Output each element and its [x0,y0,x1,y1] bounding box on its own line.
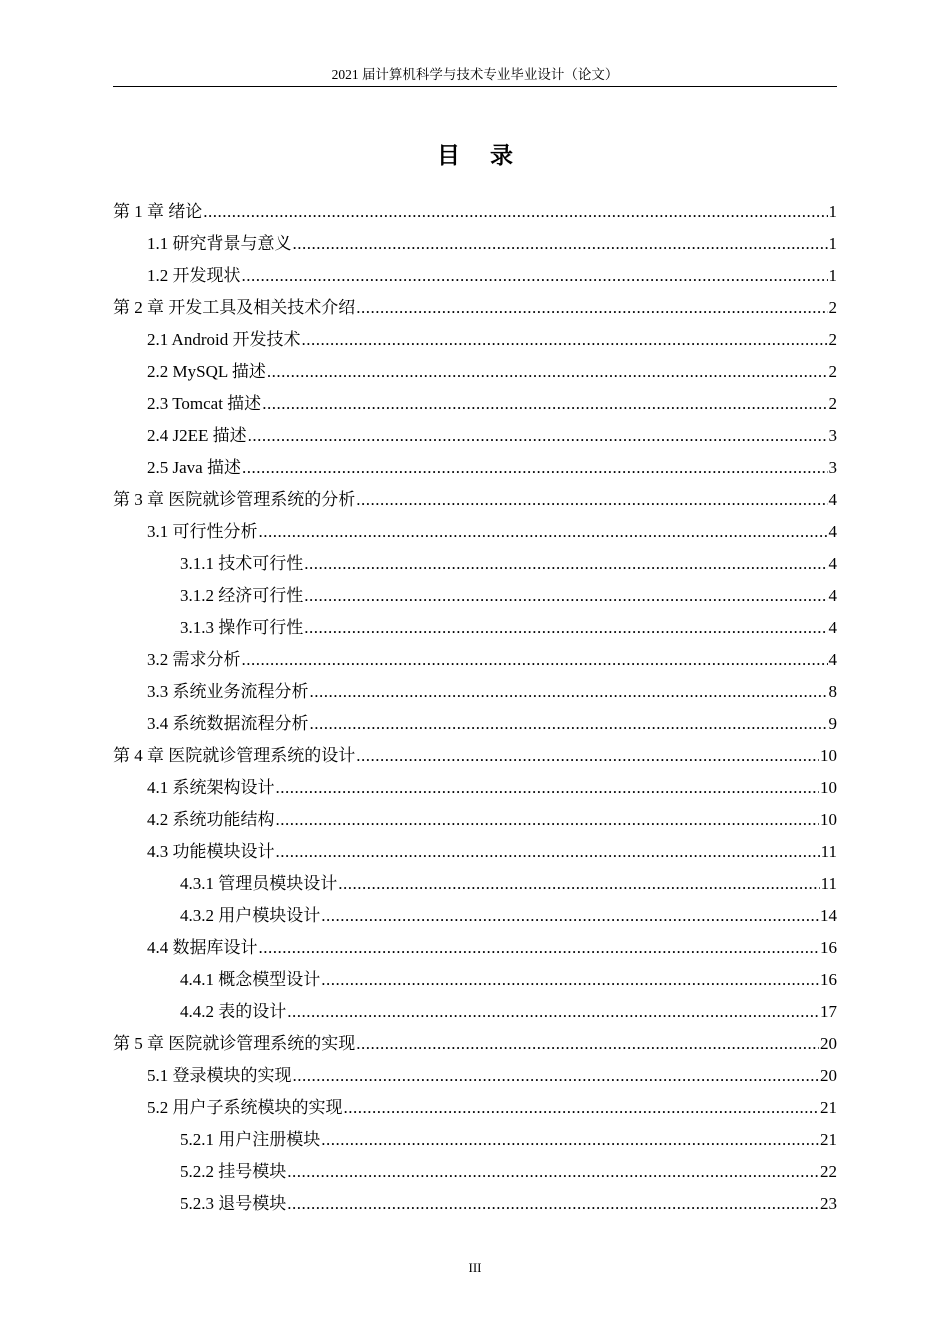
toc-entry[interactable] [113,612,837,644]
toc-entry[interactable] [113,420,837,452]
dot-leader [321,900,819,932]
toc-entry-title: 第 5 章 医院就诊管理系统的实现 [113,1034,356,1053]
toc-entry-title: 4.4.1 概念模型设计 [180,970,321,989]
toc-entry-page: 2 [828,362,837,381]
toc-entry-page: 4 [828,490,837,509]
toc-entry[interactable] [113,1188,837,1220]
toc-entry-title: 5.2 用户子系统模块的实现 [147,1098,343,1117]
toc-entry-page: 11 [820,874,837,893]
toc-entry-title: 2.5 Java 描述 [147,458,241,477]
toc-entry-page: 4 [828,618,837,637]
dot-leader [301,324,827,356]
page-title: 目录 [437,143,543,169]
dot-leader [242,644,828,676]
toc-entry-page: 1 [828,234,837,253]
toc-entry-page: 9 [828,714,837,733]
page-number: III [468,1260,482,1275]
toc-entry-page: 8 [828,682,837,701]
dot-leader [287,1188,819,1220]
toc-entry-page: 17 [820,1002,837,1021]
toc-entry-page: 4 [828,586,837,605]
toc-entry-title: 3.1.1 技术可行性 [180,554,304,573]
dot-leader [310,676,828,708]
toc-entry[interactable] [113,708,837,740]
toc-entry-title: 5.2.1 用户注册模块 [180,1130,321,1149]
toc-entry[interactable] [113,292,837,324]
toc-entry[interactable] [113,772,837,804]
toc-entry-page: 20 [820,1066,837,1085]
dot-leader [293,228,828,260]
dot-leader [310,708,828,740]
toc-entry-title: 5.1 登录模块的实现 [147,1066,292,1085]
toc-entry-page: 16 [820,970,837,989]
dot-leader [321,1124,819,1156]
toc-entry[interactable] [113,356,837,388]
toc-entry-page: 23 [820,1194,837,1213]
dot-leader [242,452,828,484]
toc-entry[interactable] [113,932,837,964]
dot-leader [293,1060,820,1092]
running-header: 2021 届计算机科学与技术专业毕业设计（论文） [331,67,619,82]
dot-leader [356,740,819,772]
toc-entry[interactable] [113,1060,837,1092]
toc-entry-page: 1 [828,266,837,285]
toc-entry-title: 3.1.3 操作可行性 [180,618,304,637]
toc-entry-page: 2 [828,298,837,317]
toc-entry[interactable] [113,644,837,676]
toc-entry[interactable] [113,452,837,484]
toc-entry[interactable] [113,836,837,868]
toc-entry-title: 第 1 章 绪论 [113,202,203,221]
toc-entry-page: 14 [820,906,837,925]
toc-entry-page: 22 [820,1162,837,1181]
toc-entry[interactable] [113,676,837,708]
toc-entry[interactable] [113,900,837,932]
dot-leader [344,1092,820,1124]
toc-entry-title: 2.3 Tomcat 描述 [147,394,262,413]
toc-entry-page: 10 [820,810,837,829]
toc-entry-title: 3.1.2 经济可行性 [180,586,304,605]
dot-leader [304,548,827,580]
toc-entry-title: 4.4 数据库设计 [147,938,258,957]
dot-leader [242,260,828,292]
toc-entry[interactable] [113,580,837,612]
toc-entry-page: 2 [828,330,837,349]
toc-entry[interactable] [113,868,837,900]
toc-entry[interactable] [113,1092,837,1124]
dot-leader [338,868,819,900]
dot-leader [304,580,827,612]
toc-entry-title: 4.3.2 用户模块设计 [180,906,321,925]
toc-entry-title: 4.2 系统功能结构 [147,810,275,829]
dot-leader [304,612,827,644]
toc-entry[interactable] [113,260,837,292]
header-rule [113,86,837,87]
toc-entry[interactable] [113,484,837,516]
dot-leader [321,964,819,996]
toc-entry-page: 3 [828,426,837,445]
toc-entry[interactable] [113,228,837,260]
toc-entry-title: 2.4 J2EE 描述 [147,426,247,445]
toc-entry-title: 5.2.3 退号模块 [180,1194,287,1213]
toc-entry-page: 10 [820,746,837,765]
toc-entry[interactable] [113,740,837,772]
toc-entry-title: 3.4 系统数据流程分析 [147,714,309,733]
toc-entry-title: 2.2 MySQL 描述 [147,362,266,381]
toc-entry-title: 1.1 研究背景与意义 [147,234,292,253]
toc-entry-title: 4.4.2 表的设计 [180,1002,287,1021]
dot-leader [276,836,820,868]
toc-entry-page: 20 [820,1034,837,1053]
dot-leader [276,804,820,836]
toc-entry-page: 21 [820,1098,837,1117]
toc-entry-page: 2 [828,394,837,413]
toc-entry-page: 4 [828,554,837,573]
table-of-contents [113,196,837,1220]
toc-entry[interactable] [113,196,837,228]
dot-leader [287,1156,819,1188]
dot-leader [287,996,819,1028]
toc-entry-page: 4 [828,650,837,669]
toc-entry[interactable] [113,804,837,836]
toc-entry-title: 第 2 章 开发工具及相关技术介绍 [113,298,356,317]
toc-entry-title: 第 3 章 医院就诊管理系统的分析 [113,490,356,509]
toc-entry[interactable] [113,388,837,420]
dot-leader [259,516,828,548]
toc-entry-title: 3.2 需求分析 [147,650,241,669]
toc-entry-title: 4.3.1 管理员模块设计 [180,874,338,893]
toc-entry-title: 4.1 系统架构设计 [147,778,275,797]
dot-leader [356,1028,819,1060]
toc-entry-page: 21 [820,1130,837,1149]
toc-entry[interactable] [113,996,837,1028]
toc-entry-page: 3 [828,458,837,477]
toc-entry-title: 3.3 系统业务流程分析 [147,682,309,701]
toc-entry[interactable] [113,1028,837,1060]
toc-entry-title: 4.3 功能模块设计 [147,842,275,861]
toc-entry[interactable] [113,516,837,548]
toc-entry[interactable] [113,964,837,996]
toc-entry-title: 3.1 可行性分析 [147,522,258,541]
dot-leader [267,356,828,388]
dot-leader [203,196,827,228]
toc-entry[interactable] [113,324,837,356]
toc-entry[interactable] [113,1156,837,1188]
toc-entry-page: 1 [828,202,837,221]
toc-entry-page: 4 [828,522,837,541]
dot-leader [262,388,827,420]
dot-leader [259,932,820,964]
toc-entry-title: 1.2 开发现状 [147,266,241,285]
toc-entry[interactable] [113,1124,837,1156]
dot-leader [276,772,820,804]
dot-leader [248,420,828,452]
toc-entry[interactable] [113,548,837,580]
toc-entry-page: 11 [820,842,837,861]
toc-entry-title: 2.1 Android 开发技术 [147,330,301,349]
toc-entry-page: 16 [820,938,837,957]
toc-entry-title: 第 4 章 医院就诊管理系统的设计 [113,746,356,765]
dot-leader [356,484,827,516]
toc-entry-page: 10 [820,778,837,797]
toc-entry-title: 5.2.2 挂号模块 [180,1162,287,1181]
dot-leader [356,292,827,324]
